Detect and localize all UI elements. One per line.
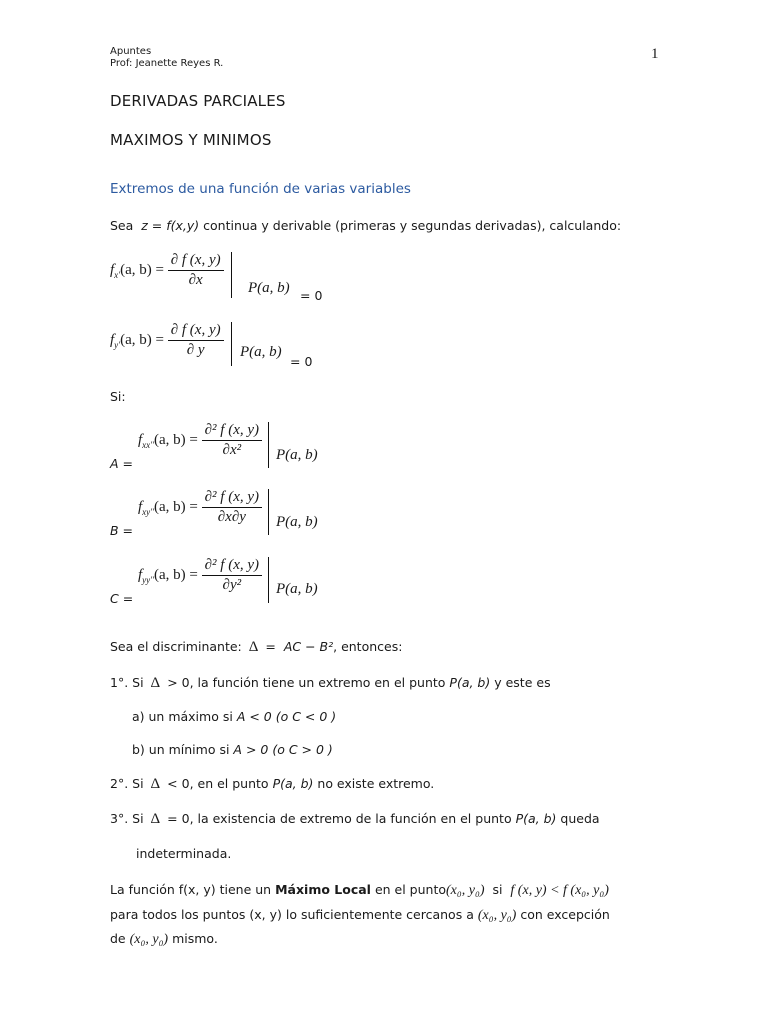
fx-eval-bar [231, 252, 232, 298]
fy-denominator: ∂ y [186, 342, 205, 358]
definition-line-3 [110, 931, 218, 948]
intro-post: continua y derivable (primeras y segundas derivadas), calculando: [203, 218, 622, 233]
case-3-line-2: indeterminada. [136, 846, 232, 861]
discriminant-pre: Sea el discriminante: [110, 639, 242, 654]
section-heading: Extremos de una función de varias variables [110, 181, 411, 197]
fxy-sub: xy [142, 506, 151, 517]
formula-fxx: $f_{xx''}(a$, b) = $\frac{\text{∂² f (x, y)}}{\text{∂x²}}$ [138, 422, 269, 468]
definition-line-2-post: con excepción [520, 907, 610, 922]
definition-pre: La función f(x, y) tiene un [110, 882, 272, 897]
case-3 [110, 811, 600, 828]
fyy-eval-bar [268, 557, 269, 603]
fxy-point: P(a, b) [276, 514, 318, 530]
fxx-fraction [202, 422, 262, 459]
case-1b-text: b) un mínimo si [132, 742, 230, 757]
case-2-point: P(a, b) [272, 776, 314, 791]
fyy-point: P(a, b) [276, 581, 318, 597]
intro-function: z = f(x,y) [141, 218, 200, 233]
definition-line-1 [110, 882, 609, 899]
case-2-delta: Δ [150, 776, 161, 792]
case-1-point: P(a, b) [449, 675, 491, 690]
case-1a-condition: A < 0 (o C < 0 ) [236, 709, 337, 724]
fxy-denominator: ∂x∂y [217, 509, 246, 525]
case-1a-text: a) un máximo si [132, 709, 233, 724]
c-label: C = [110, 591, 134, 606]
title-derivadas: DERIVADAS PARCIALES [110, 92, 286, 110]
discriminant-expr: AC − B² [283, 639, 334, 654]
definition-si: si [492, 882, 503, 897]
intro-line [110, 218, 621, 233]
header-line-1: Apuntes [110, 46, 152, 57]
header [110, 46, 223, 70]
delta-symbol: Δ [248, 639, 259, 655]
fy-args: (a, b) = [120, 331, 164, 348]
definition-bold: Máximo Local [275, 882, 371, 897]
definition-point: (x₀, y₀) [446, 883, 485, 898]
fy-eq-zero: = 0 [290, 354, 313, 369]
discriminant-eq: = [265, 639, 276, 654]
header-line-2: Prof: Jeanette Reyes R. [110, 58, 224, 69]
fx-eq-zero: = 0 [300, 288, 323, 303]
fy-numerator: ∂ f (x, y) [168, 322, 224, 341]
fyy-sub: yy [142, 574, 151, 585]
fx-denominator: ∂x [188, 272, 203, 288]
fxy-args: (a, b) = [154, 498, 198, 515]
fy-sub: y [114, 339, 119, 350]
fxy-eval-bar [268, 489, 269, 535]
case-3-end: queda [560, 811, 600, 826]
fyy-f: f [138, 566, 143, 583]
fyy-fraction [202, 557, 262, 594]
case-3-pre: 3°. Si [110, 811, 144, 826]
fx-sub: x [114, 269, 119, 280]
title-maximos: MAXIMOS Y MINIMOS [110, 131, 272, 149]
definition-line-2-point: (x₀, y₀) [477, 908, 517, 923]
fx-f: f [110, 261, 115, 278]
fy-f: f [110, 331, 115, 348]
case-2-pre: 2°. Si [110, 776, 144, 791]
a-label: A = [110, 456, 133, 471]
fxx-eval-bar [268, 422, 269, 468]
case-3-point: P(a, b) [515, 811, 557, 826]
case-1b [132, 742, 333, 757]
fxx-f: f [138, 431, 143, 448]
fxx-numerator: ∂² f (x, y) [202, 422, 262, 441]
fx-point: P(a, b) [248, 280, 290, 296]
fxx-sub: xx [142, 439, 151, 450]
discriminant-line [110, 639, 402, 656]
definition-inequality: f (x, y) < f (x₀, y₀) [510, 883, 609, 898]
fyy-denominator: ∂y² [222, 577, 242, 593]
b-label: B = [110, 523, 134, 538]
si-label: Si: [110, 389, 126, 404]
case-2-text: < 0, en el punto [163, 776, 269, 791]
fxy-fraction [202, 489, 262, 526]
fy-point: P(a, b) [240, 344, 282, 360]
formula-fyy: $f_{yy''}(a$, b) = $\frac{\text{∂² f (x, y)}}{\text{∂y²}}$ [138, 557, 269, 603]
fx-numerator: ∂ f (x, y) [168, 252, 224, 271]
formula-fx: $f_{x'}(a$, b) = $\frac{\partial f (x, y)}{\partial x}$ [110, 252, 232, 298]
case-2-end: no existe extremo. [317, 776, 435, 791]
case-3-delta: Δ [150, 811, 161, 827]
fxx-point: P(a, b) [276, 447, 318, 463]
discriminant-post: , entonces: [333, 639, 403, 654]
case-1-end: y este es [494, 675, 551, 690]
fxx-args: (a, b) = [154, 431, 198, 448]
definition-mid: en el punto [374, 882, 447, 897]
fy-fraction [168, 322, 224, 359]
fxy-f: f [138, 498, 143, 515]
definition-line-2 [110, 907, 610, 924]
case-1a [132, 709, 336, 724]
formula-fxy: $f_{xy''}(a$, b) = $\frac{\text{∂² f (x, y)}}{\partial x\partial y}$ [138, 489, 269, 535]
fy-eval-bar [231, 322, 232, 366]
case-1 [110, 675, 551, 692]
definition-line-2-pre: para todos los puntos (x, y) lo suficientemente cercanos a [110, 907, 474, 922]
intro-pre: Sea [110, 218, 134, 233]
fyy-args: (a, b) = [154, 566, 198, 583]
fxx-denominator: ∂x² [222, 442, 242, 458]
definition-line-3-point: (x₀, y₀) [129, 932, 169, 947]
formula-fy: $f_{y'}(a$, b) = $\frac{\partial f (x, y)}{\partial y}$ [110, 322, 232, 366]
case-1b-condition: A > 0 (o C > 0 ) [233, 742, 333, 757]
fyy-numerator: ∂² f (x, y) [202, 557, 262, 576]
case-3-text: = 0, la existencia de extremo de la función en el punto [163, 811, 512, 826]
fxy-numerator: ∂² f (x, y) [202, 489, 262, 508]
case-1-text: > 0, la función tiene un extremo en el punto [167, 675, 446, 690]
fx-args: (a, b) = [120, 261, 164, 278]
case-1-delta: Δ [150, 675, 161, 691]
definition-line-3-pre: de [110, 931, 126, 946]
definition-line-3-post: mismo. [172, 931, 218, 946]
case-2 [110, 776, 434, 793]
fx-fraction [168, 252, 224, 289]
case-1-pre: 1°. Si [110, 675, 144, 690]
page-number: 1 [651, 46, 659, 62]
